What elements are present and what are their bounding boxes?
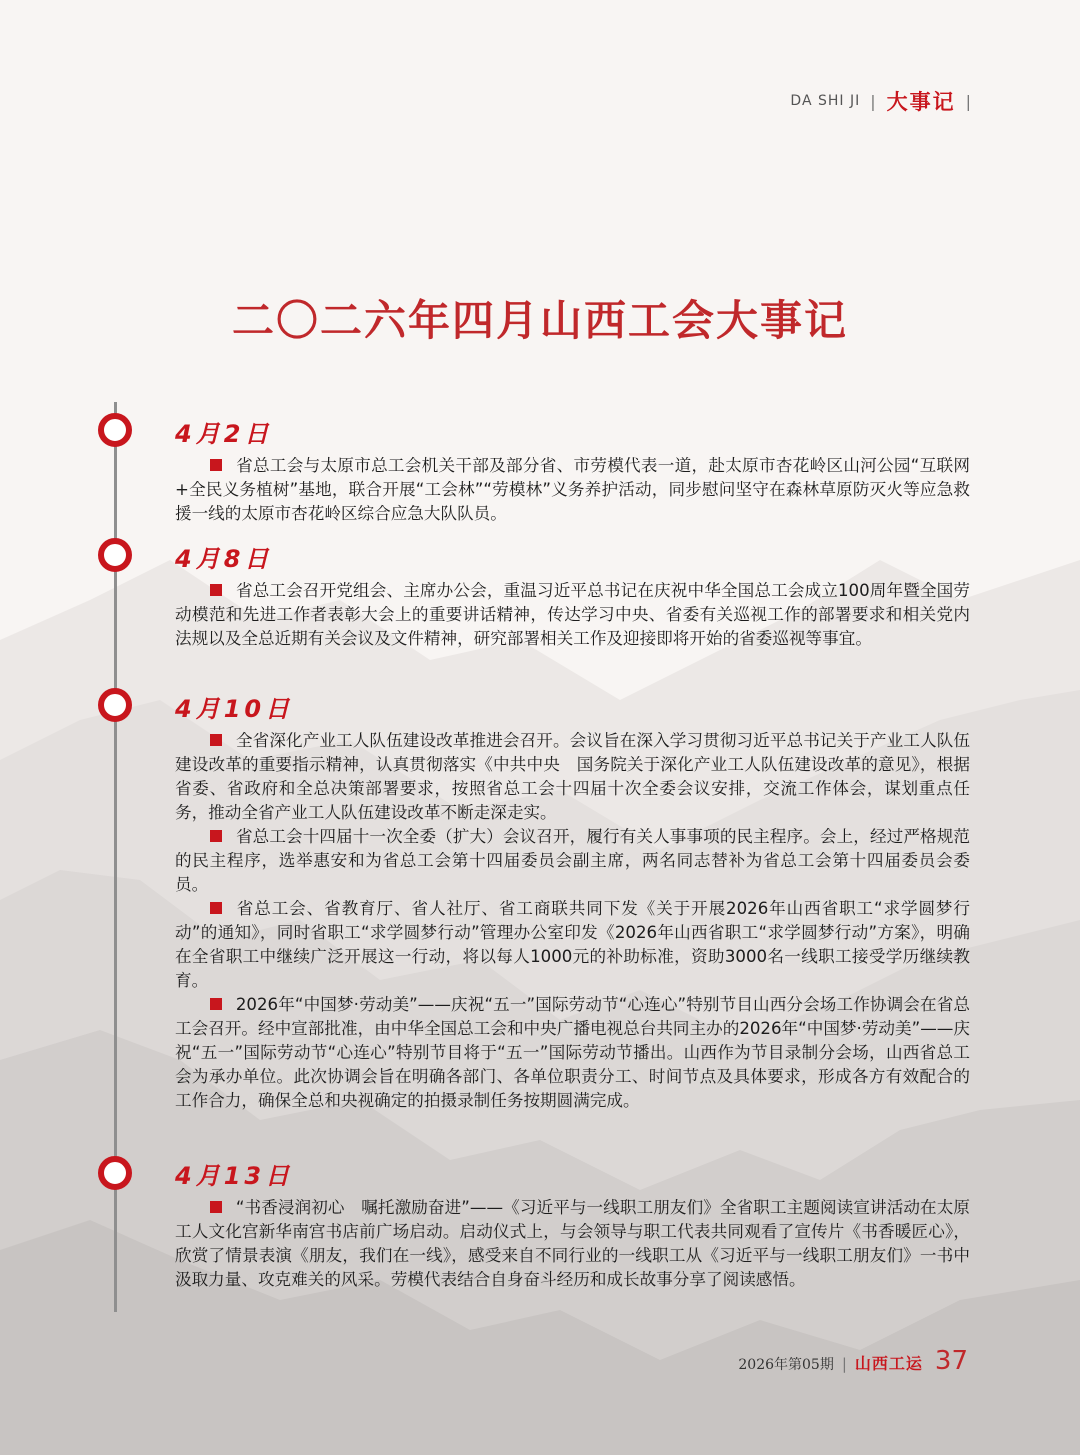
red-square-bullet [210,584,222,596]
event-paragraph: 省总工会召开党组会、主席办公会，重温习近平总书记在庆祝中华全国总工会成立100周年暨全国劳动模范和先进工作者表彰大会上的重要讲话精神，传达学习中央、省委有关巡视工作的部署要求和相关党内法规以及全总近期有关会议及文件精神，研究部署相关工作及迎接即将开始的省委巡视等事宜。 [175,581,970,648]
event-paragraph: 省总工会与太原市总工会机关干部及部分省、市劳模代表一道，赴太原市杏花岭区山河公园“互联网+全民义务植树”基地，联合开展“工会林”“劳模林”义务养护活动，同步慰问坚守在森林草原防灭火等应急救援一线的太原市杏花岭区综合应急大队队员。 [175,456,970,523]
header-pinyin: DA SHI JI [790,93,861,109]
event-section-apr10 [175,695,970,1113]
event-date: 4月8日 [175,545,273,573]
timeline-dot [98,688,132,722]
timeline-dot [98,413,132,447]
event-paragraph: 全省深化产业工人队伍建设改革推进会召开。会议旨在深入学习贯彻习近平总书记关于产业工人队伍建设改革的重要指示精神，认真贯彻落实《中共中央 国务院关于深化产业工人队伍建设改革的意见》，根据省委、省政府和全总决策部署要求，按照省总工会十四届十次全委会议安排，交流工作体会，谋划重点任务，推动全省产业工人队伍建设改革不断走深走实。 [175,731,970,822]
red-square-bullet [210,902,222,914]
header-separator-end: | [965,91,972,111]
event-paragraph: 省总工会、省教育厅、省人社厅、省工商联共同下发《关于开展2026年山西省职工“求学圆梦行动”的通知》，同时省职工“求学圆梦行动”管理办公室印发《2026年山西省职工“求学圆梦行动”方案》，明确在全省职工中继续广泛开展这一行动，将以每人1000元的补助标准，资助3000名一线职工接受学历继续教育。 [175,899,970,990]
page-number: 37 [934,1346,968,1376]
running-header [790,86,972,116]
event-paragraph: “书香浸润初心 嘱托激励奋进”——《习近平与一线职工朋友们》全省职工主题阅读宣讲活动在太原工人文化宫新华南宫书店前广场启动。启动仪式上，与会领导与职工代表共同观看了宣传片《书香暖匠心》，欣赏了情景表演《朋友，我们在一线》，感受来自不同行业的一线职工从《习近平与一线职工朋友们》一书中汲取力量、攻克难关的风采。劳模代表结合自身奋斗经历和成长故事分享了阅读感悟。 [175,1198,970,1289]
event-paragraph: 省总工会十四届十一次全委（扩大）会议召开，履行有关人事事项的民主程序。会上，经过严格规范的民主程序，选举惠安和为省总工会第十四届委员会副主席，两名同志替补为省总工会第十四届委员会委员。 [175,827,970,894]
event-date: 4月10日 [175,695,294,723]
event-section-apr2 [175,420,970,526]
event-date: 4月13日 [175,1162,294,1190]
event-section-apr13 [175,1162,970,1292]
footer-issue: 2026年第05期 [738,1357,834,1373]
event-section-apr8 [175,545,970,651]
event-paragraph: 2026年“中国梦·劳动美”——庆祝“五一”国际劳动节“心连心”特别节目山西分会场工作协调会在省总工会召开。经中宣部批准，由中华全国总工会和中央广播电视总台共同主办的2026年“中国梦·劳动美”——庆祝“五一”国际劳动节“心连心”特别节目将于“五一”国际劳动节播出。山西作为节目录制分会场，山西省总工会为承办单位。此次协调会旨在明确各部门、各单位职责分工、时间节点及具体要求，形成各方有效配合的工作合力，确保全总和央视确定的拍摄录制任务按期圆满完成。 [175,995,970,1110]
red-square-bullet [210,1201,222,1213]
page-title: 二〇二六年四月山西工会大事记 [231,296,848,345]
red-square-bullet [210,830,222,842]
footer-separator: | [841,1355,847,1373]
timeline-dot [98,538,132,572]
event-date: 4月2日 [175,420,273,448]
red-square-bullet [210,734,222,746]
page-footer [738,1346,968,1376]
header-category: 大事记 [886,90,956,114]
red-square-bullet [210,459,222,471]
timeline-dot [98,1156,132,1190]
red-square-bullet [210,998,222,1010]
header-separator: | [870,91,877,111]
footer-magazine: 山西工运 [854,1354,923,1373]
